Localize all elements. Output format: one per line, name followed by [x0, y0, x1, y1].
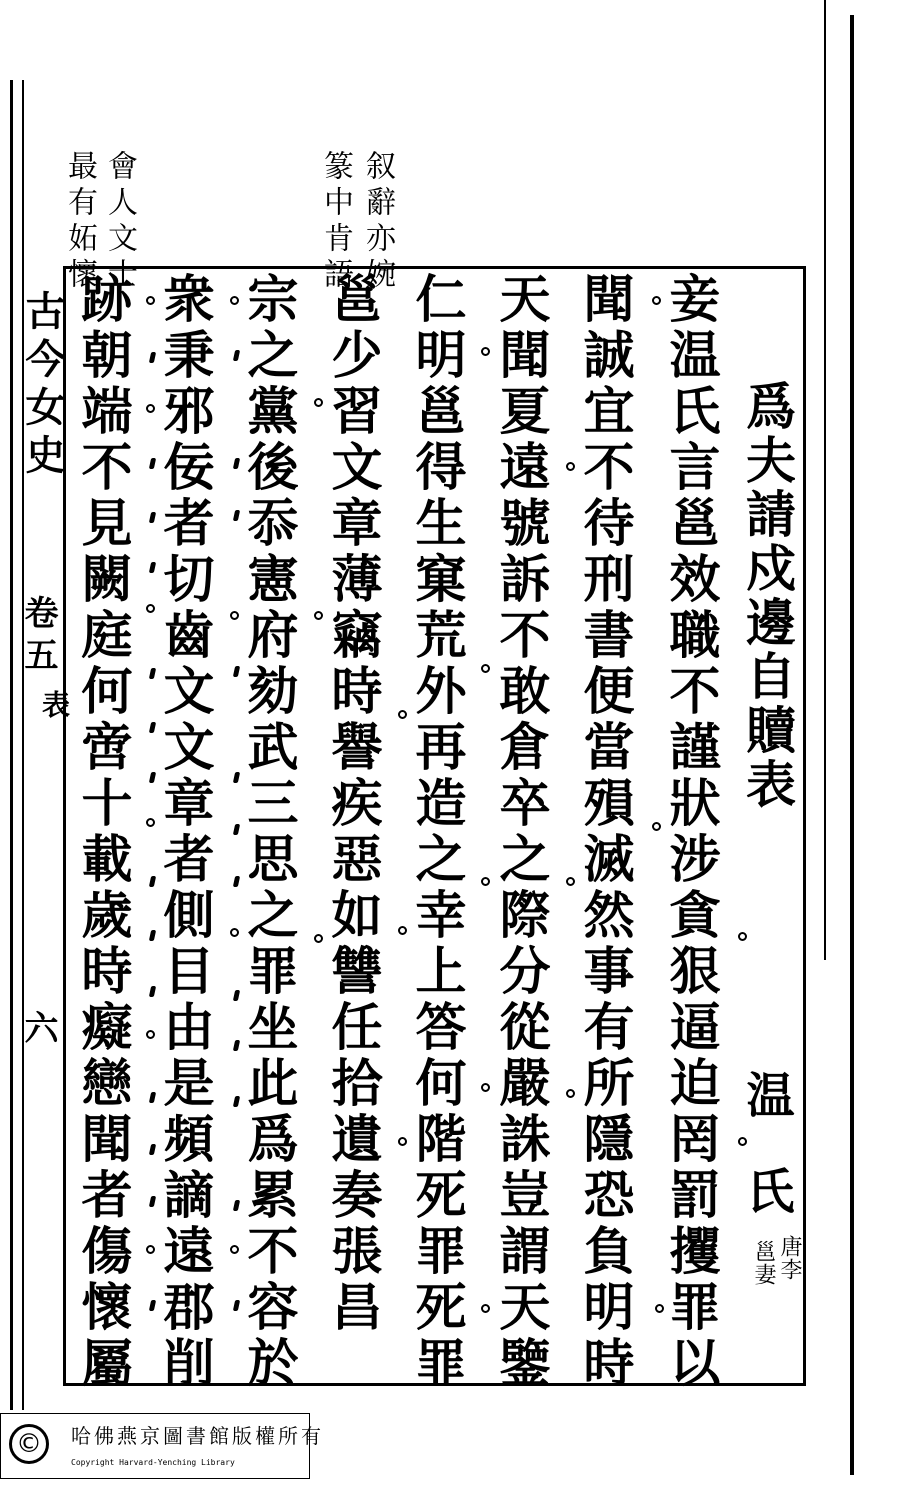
punctuation-circle	[146, 296, 155, 305]
spine-section: 表	[38, 690, 71, 726]
spine-volume: 卷五	[18, 595, 58, 679]
body-column-2: 聞誠宜不待刑書便當殞滅然事有所隱恐負明時	[574, 272, 634, 1392]
punctuation-circle	[314, 611, 323, 620]
copyright-icon: ©	[9, 1424, 49, 1464]
document-title: 爲夫請戍邊自贖表	[738, 380, 797, 812]
punctuation-circle	[398, 1137, 407, 1146]
body-column-3: 天聞夏遠號訴不敢倉卒之際分從嚴誅豈謂天鑒	[490, 272, 550, 1392]
spine-page-number: 六	[18, 1010, 58, 1052]
punctuation-circle	[481, 877, 490, 886]
punctuation-circle	[230, 928, 239, 937]
author-name: 温 氏	[738, 1070, 794, 1214]
body-column-4: 仁明邕得生窠荒外再造之幸上答何階死罪死罪	[406, 272, 466, 1392]
margin-note-left-1: 會人文士	[102, 150, 137, 294]
punctuation-circle	[146, 604, 155, 613]
punctuation-circle	[314, 934, 323, 943]
punctuation-circle	[481, 1304, 490, 1313]
author-note-1: 唐李	[777, 1235, 802, 1281]
punctuation-circle	[146, 1030, 155, 1039]
body-column-5: 邕少習文章薄竊時譽疾惡如讐任拾遺奏張昌	[322, 272, 382, 1336]
right-edge-line	[824, 0, 826, 960]
punctuation-circle	[230, 611, 239, 620]
punctuation-circle	[481, 347, 490, 356]
punctuation-circle	[652, 296, 661, 305]
right-border-line	[850, 15, 854, 1475]
punctuation-circle	[655, 1304, 664, 1313]
punctuation-circle	[398, 926, 407, 935]
margin-note-left-2: 最有妬懷	[62, 150, 97, 294]
punctuation-circle	[230, 1245, 239, 1254]
left-spine-line-inner	[22, 80, 24, 1410]
punctuation-circle	[738, 1137, 747, 1146]
punctuation-circle	[566, 877, 575, 886]
copyright-stamp	[0, 1413, 324, 1479]
left-spine-line	[10, 80, 13, 1410]
punctuation-circle	[146, 818, 155, 827]
punctuation-circle	[481, 1083, 490, 1092]
author-note-2: 邕妻	[751, 1240, 776, 1286]
margin-note-right-2: 篆中肯語	[318, 150, 353, 294]
body-column-1: 妾温氏言邕效職不謹狀涉貪狠逼迫罔罰攫罪以	[660, 272, 720, 1392]
copyright-english: Copyright Harvard-Yenching Library	[71, 1458, 235, 1467]
spine-book-title: 古今女史	[19, 290, 66, 482]
punctuation-circle	[230, 296, 239, 305]
punctuation-circle	[566, 1089, 575, 1098]
body-column-7: 衆秉邪佞者切齒文文章者側目由是頻謫遠郡削	[154, 272, 214, 1392]
body-column-8: 跡朝端不見闕庭何啻十載歲時癡戀聞者傷懷屬	[72, 272, 132, 1392]
copyright-chinese: 哈佛燕京圖書館版權所有	[71, 1424, 324, 1448]
margin-note-right-1: 叙辭亦婉	[360, 150, 395, 294]
punctuation-circle	[146, 1245, 155, 1254]
punctuation-circle	[481, 664, 490, 673]
punctuation-circle	[314, 398, 323, 407]
punctuation-circle	[738, 932, 747, 941]
punctuation-circle	[566, 462, 575, 471]
body-column-6: 宗之黨後忝憲府劾武三思之罪坐此爲累不容於	[238, 272, 298, 1392]
punctuation-circle	[398, 710, 407, 719]
punctuation-circle	[146, 404, 155, 413]
punctuation-circle	[652, 822, 661, 831]
